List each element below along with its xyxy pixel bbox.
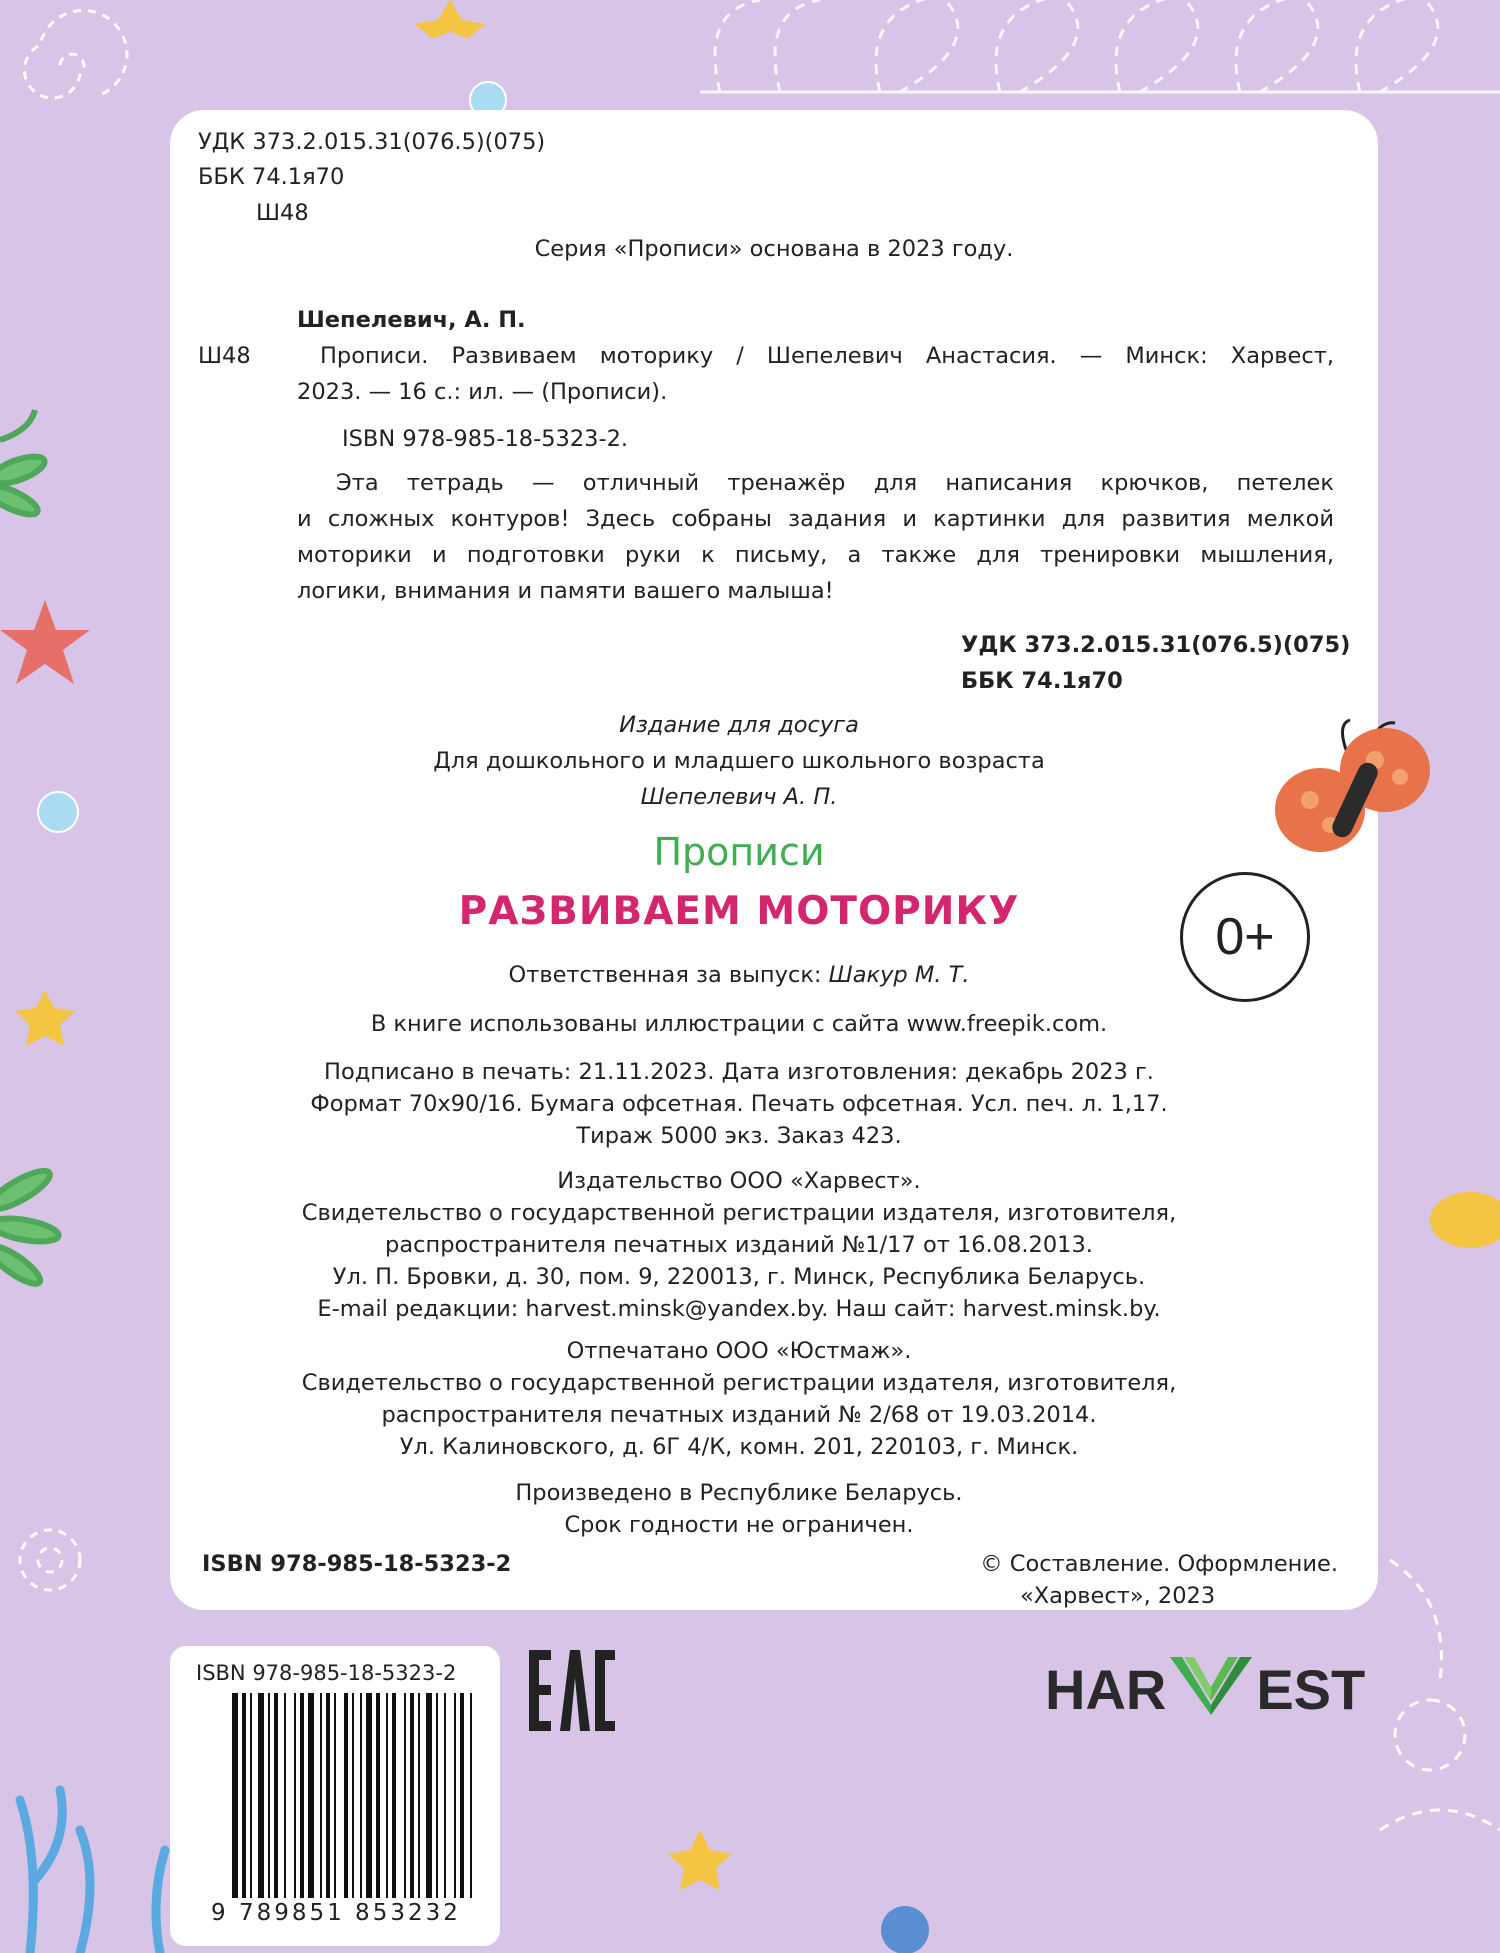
barcode-bar [386, 1693, 388, 1898]
series-note: Серия «Прописи» основана в 2023 году. [534, 236, 1014, 262]
printer-line: Отпечатано ООО «Юстмаж». [566, 1338, 912, 1364]
barcode-digits: 9 789851 853232 [211, 1900, 461, 1926]
barcode-bar [258, 1693, 264, 1898]
copyright-line: «Харвест», 2023 [1020, 1583, 1216, 1609]
age-rating-badge: 0+ [1180, 872, 1310, 1002]
annotation-line: моторики и подготовки руки к письму, а также для тренировки мышления, [297, 542, 1334, 568]
star-decoration [414, 0, 486, 40]
udk-top: УДК 373.2.015.31(076.5)(075) [198, 129, 546, 155]
barcode-bar [274, 1693, 278, 1898]
produced-in: Произведено в Республике Беларусь. [515, 1480, 963, 1506]
barcode-bar [300, 1693, 304, 1898]
print-info-line: Подписано в печать: 21.11.2023. Дата изготовления: декабрь 2023 г. [324, 1059, 1154, 1085]
barcode-bar [410, 1693, 414, 1898]
barcode-bar [460, 1693, 464, 1898]
barcode-bar [454, 1693, 456, 1898]
printer-line: Свидетельство о государственной регистрации издателя, изготовителя, [301, 1370, 1177, 1396]
publisher-line: Ул. П. Бровки, д. 30, пом. 9, 220013, г. Минск, Республика Беларусь. [332, 1264, 1146, 1290]
catalog-entry-line: 2023. — 16 с.: ил. — (Прописи). [297, 379, 668, 405]
fish-decoration [1430, 1192, 1500, 1248]
barcode-bar [320, 1693, 322, 1898]
barcode-bar [418, 1693, 420, 1898]
publisher-line: E-mail редакции: harvest.minsk@yandex.by. Наш сайт: harvest.minsk.by. [317, 1296, 1161, 1322]
author-mark: Ш48 [198, 343, 251, 369]
annotation-line: и сложных контуров! Здесь собраны задания и картинки для развития мелкой [297, 506, 1334, 532]
edition-audience: Для дошкольного и младшего школьного возраста [433, 748, 1045, 774]
tracing-loops-decoration [700, 0, 1500, 92]
author-mark-top: Ш48 [256, 200, 309, 226]
bbk-bottom: ББК 74.1я70 [961, 668, 1123, 694]
barcode-bar [268, 1693, 270, 1898]
barcode-bar [352, 1693, 354, 1898]
snail-outline-decoration [20, 1530, 80, 1590]
barcode-bar [250, 1693, 252, 1898]
udk-bottom: УДК 373.2.015.31(076.5)(075) [961, 632, 1351, 658]
barcode-bar [344, 1693, 348, 1898]
barcode-bar [404, 1693, 406, 1898]
barcode-bar [242, 1693, 246, 1898]
harvest-publisher-logo [1045, 1655, 1365, 1725]
barcode-bar [436, 1693, 438, 1898]
barcode-bar [426, 1693, 432, 1898]
snail-spiral-decoration [24, 10, 127, 98]
barcode-bar [326, 1693, 330, 1898]
starfish-decoration [0, 600, 90, 684]
bbk-top: ББК 74.1я70 [198, 164, 345, 190]
barcode-bar [334, 1693, 336, 1898]
tracing-shapes-decoration [1380, 1560, 1500, 1830]
star-decoration [15, 990, 75, 1046]
barcode-bar [232, 1693, 238, 1898]
series-title: Прописи [653, 830, 825, 874]
illustrations-note: В книге использованы иллюстрации с сайта www.freepik.com. [370, 1011, 1108, 1037]
edition-type: Издание для досуга [619, 712, 859, 738]
bubble-decoration [38, 792, 78, 832]
star-decoration [668, 1830, 732, 1890]
publisher-line: Издательство ООО «Харвест». [557, 1168, 921, 1194]
annotation-line: логики, внимания и памяти вашего малыша! [297, 578, 834, 604]
printer-line: распространителя печатных изданий № 2/68 от 19.03.2014. [381, 1402, 1097, 1428]
barcode-isbn-label: ISBN 978-985-18-5323-2 [196, 1661, 457, 1685]
barcode [232, 1693, 472, 1898]
footer-isbn: ISBN 978-985-18-5323-2 [202, 1551, 512, 1577]
isbn-line: ISBN 978-985-18-5323-2. [342, 426, 629, 452]
publisher-line: Свидетельство о государственной регистрации издателя, изготовителя, [301, 1200, 1177, 1226]
barcode-bar [360, 1693, 362, 1898]
coral-decoration [20, 1790, 165, 1953]
harvest-logo-text: EST [1256, 1658, 1366, 1721]
barcode-bar [392, 1693, 396, 1898]
printer-line: Ул. Калиновского, д. 6Г 4/К, комн. 201, 220103, г. Минск. [399, 1434, 1079, 1460]
eac-certification-logo [527, 1648, 617, 1733]
barcode-bar [308, 1693, 314, 1898]
harvest-logo-text: HAR [1045, 1658, 1167, 1721]
responsible-name: Шакур М. Т. [828, 962, 970, 988]
publisher-line: распространителя печатных изданий №1/17 от 16.08.2013. [385, 1232, 1093, 1258]
barcode-bar [294, 1693, 296, 1898]
book-title: РАЗВИВАЕМ МОТОРИКУ [458, 889, 1020, 934]
copyright-line: © Составление. Оформление. [980, 1551, 1338, 1577]
catalog-entry-line: Прописи. Развиваем моторику / Шепелевич Анастасия. — Минск: Харвест, [320, 343, 1334, 369]
responsible-line [135, 957, 1343, 993]
print-info-line: Тираж 5000 экз. Заказ 423. [576, 1123, 902, 1149]
shelf-life: Срок годности не ограничен. [564, 1512, 914, 1538]
barcode-bar [444, 1693, 446, 1898]
responsible-label: Ответственная за выпуск: [508, 962, 822, 988]
barcode-bar [470, 1693, 472, 1898]
author-heading: Шепелевич, А. П. [297, 307, 526, 333]
annotation-line: Эта тетрадь — отличный тренажёр для написания крючков, петелек [336, 470, 1334, 496]
print-info-line: Формат 70х90/16. Бумага офсетная. Печать офсетная. Усл. печ. л. 1,17. [310, 1091, 1168, 1117]
barcode-bar [366, 1693, 372, 1898]
edition-author: Шепелевич А. П. [640, 784, 838, 810]
barcode-bar [284, 1693, 286, 1898]
book-v-icon [1170, 1657, 1252, 1715]
barcode-bar [376, 1693, 380, 1898]
shell-decoration [881, 1906, 929, 1953]
seaweed-decoration [0, 410, 60, 1290]
